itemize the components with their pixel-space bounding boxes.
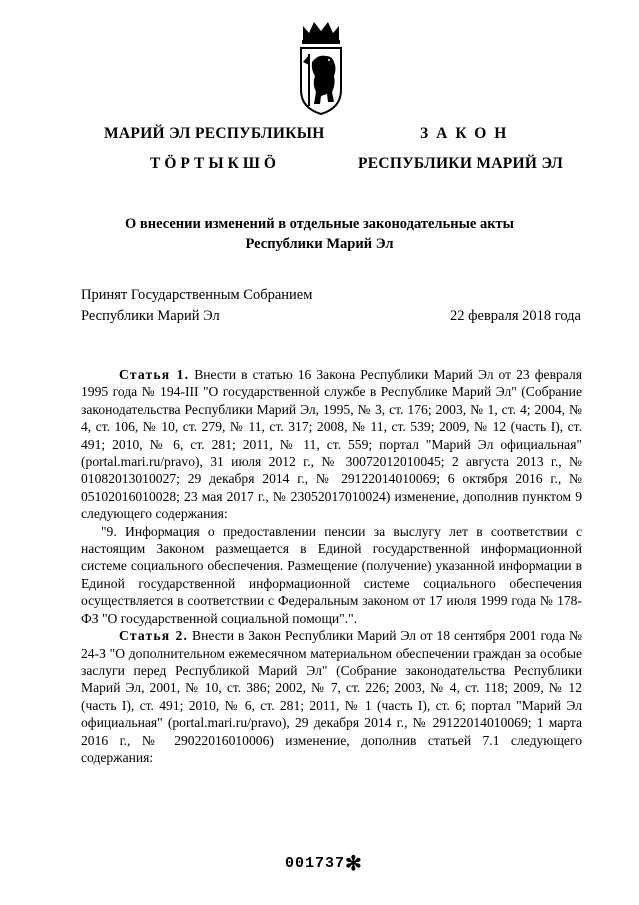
header-right-line2: РЕСПУБЛИКИ МАРИЙ ЭЛ	[358, 155, 564, 172]
header-left-line2: ТӦРТЫКШӦ	[150, 155, 280, 172]
serial-number: 001737	[285, 855, 346, 872]
header-right-line1: ЗАКОН	[420, 125, 515, 142]
article-1-quote: "9. Информация о предоставлении пенсии за выслугу лет в соответствии с настоящим Законом размещается в Единой государственной информационной системе социального обеспечения. Размещение (получение) указанной информации в Единой государственной информационной системе социального обеспечения осуществляется в соответствии с Федеральным законом от 17 июля 1999 года № 178-ФЗ "О государственной социальной помощи".".	[81, 523, 582, 626]
document-title	[0, 214, 639, 254]
article-2-label: Статья 2.	[119, 628, 189, 644]
title-line2: Республики Марий Эл	[245, 236, 394, 252]
article-2	[81, 627, 582, 766]
bear-coat-of-arms-icon	[298, 18, 344, 116]
header-left-line1: МАРИЙ ЭЛ РЕСПУБЛИКЫН	[104, 125, 325, 142]
asterisk-mark: ✻	[345, 853, 362, 875]
article-1	[81, 366, 582, 523]
article-1-label: Статья 1.	[119, 367, 190, 382]
adoption-date: 22 февраля 2018 года	[449, 308, 581, 324]
adopted-by	[81, 285, 312, 327]
article-2-text: Внести в Закон Республики Марий Эл от 18 сентября 2001 года № 24-З "О дополнительном ежемесячном материальном обеспечении граждан за особые заслуги перед Республикой Марий Эл" (Собрание законодательства Республики Марий Эл, 2001, № 10, ст. 386; 2002, № 7, ст. 226; 2003, № 4, ст. 118; 2009, № 12 (часть I), ст. 491; 2010, № 6, ст. 281; 2011, № 1 (часть I), ст. 6; портал "Марий Эл официальная" (portal.mari.ru/pravo), 29 декабря 2014 г., № 29122014010069; 1 марта 2016 г., № 29022016010006) изменение, дополнив статьей 7.1 следующего содержания:	[81, 628, 583, 765]
adopted-line1: Принят Государственным Собранием	[81, 287, 313, 303]
title-line1: О внесении изменений в отдельные законодательные акты	[125, 216, 514, 232]
adopted-line2: Республики Марий Эл	[81, 308, 220, 324]
article-1-text: Внести в статью 16 Закона Республики Марий Эл от 23 февраля 1995 года № 194-III "О государственной службе в Республике Марий Эл" (Собрание законодательства Республики Марий Эл, 1995, № 3, ст. 176; 2003, № 1, ст. 4; 2004, № 4, ст. 106, № 10, ст. 279, № 11, ст. 317; 2008, № 11, ст. 539; 2009, № 12 (часть I), ст. 491; 2010, № 6, ст. 281; 2011, № 11, ст. 559; портал "Марий Эл официальная" (portal.mari.ru/pravo), 31 июля 2012 г., № 30072012010045; 2 августа 2013 г., № 01082013010027; 29 декабря 2014 г., № 29122014010069; 6 октября 2016 г., № 05102016010028; 23 мая 2017 г., № 23052017010024) изменение, дополнив пунктом 9 следующего содержания:	[81, 367, 582, 522]
document-body	[81, 366, 582, 766]
